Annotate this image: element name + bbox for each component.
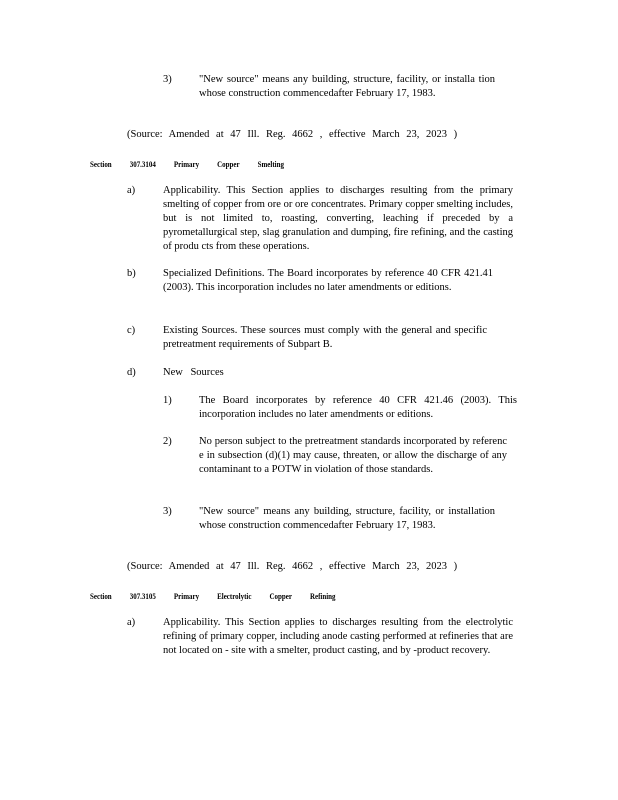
item-label: 3)	[163, 74, 172, 85]
section-word: Section	[90, 159, 112, 169]
section-number: 307.3105	[129, 591, 156, 601]
section-title-word: Primary	[173, 159, 200, 169]
item-text: "New source" means any building, structure, facility, or installation whose construction commencedafter February 17, 1983.	[199, 506, 495, 531]
source-note: (Source: Amended at 47 Ill. Reg. 4662 , effective March 23, 2023 )	[127, 129, 458, 140]
subsection-text: New Sources	[163, 367, 224, 378]
section-heading	[90, 157, 302, 171]
subsection-label: a)	[127, 617, 136, 628]
subsection-text: Applicability. This Section applies to discharges resulting from the primary smelting of copper from ore or ore concentrates. Primary copper smelting includes, but is not limited to, roasting, converting, leaching if preceded by a pyrometallurgical step, slag granulation and dumping, fire refining, and the casting of produ cts from these operations.	[163, 185, 513, 252]
section-word: Section	[90, 591, 112, 601]
section-title-word: Copper	[217, 159, 240, 169]
subsection-label: b)	[127, 268, 136, 279]
subsection-label: a)	[127, 185, 136, 196]
item-text: No person subject to the pretreatment standards incorporated by referenc e in subsection (d)(1) may cause, threaten, or allow the discharge of any contaminant to a POTW in violation of those standards.	[199, 436, 507, 475]
section-title-word: Primary	[173, 591, 200, 601]
section-title-word: Electrolytic	[217, 591, 252, 601]
subsection-text: Applicability. This Section applies to discharges resulting from the electrolytic refining of primary copper, including anode casting performed at refineries that are not located on - site with a smelter, product casting, and by -product recovery.	[163, 617, 513, 656]
subsection-text: Specialized Definitions. The Board incorporates by reference 40 CFR 421.41 (2003). This incorporation includes no later amendments or editions.	[163, 268, 493, 293]
item-text: The Board incorporates by reference 40 CFR 421.46 (2003). This incorporation includes no later amendments or editions.	[199, 395, 517, 420]
item-label: 3)	[163, 506, 172, 517]
source-note: (Source: Amended at 47 Ill. Reg. 4662 , effective March 23, 2023 )	[127, 561, 458, 572]
section-heading	[90, 589, 354, 603]
item-label: 2)	[163, 436, 172, 447]
section-title-word: Smelting	[257, 159, 284, 169]
item-text: "New source" means any building, structure, facility, or installa tion whose construction commencedafter February 17, 1983.	[199, 74, 495, 99]
section-title-word: Copper	[269, 591, 292, 601]
subsection-label: d)	[127, 367, 136, 378]
subsection-label: c)	[127, 325, 136, 336]
section-number: 307.3104	[129, 159, 156, 169]
subsection-text: Existing Sources. These sources must comply with the general and specific pretreatment requirements of Subpart B.	[163, 325, 487, 350]
item-label: 1)	[163, 395, 172, 406]
section-title-word: Refining	[309, 591, 336, 601]
